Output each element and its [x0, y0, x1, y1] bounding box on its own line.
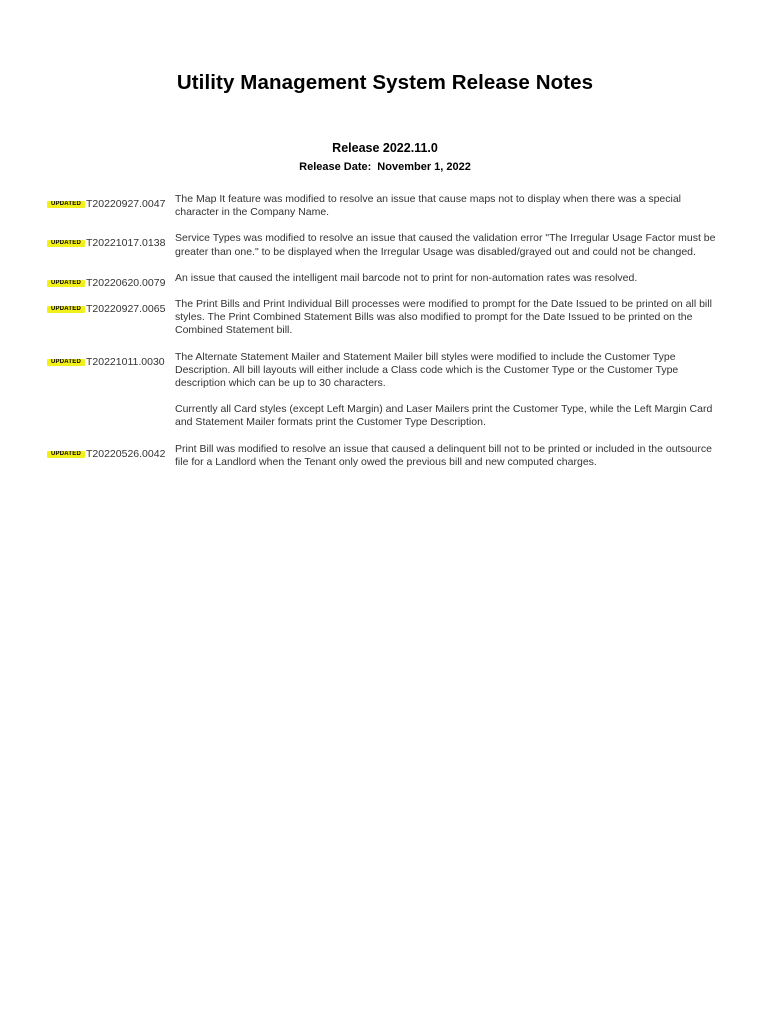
release-entry [0, 193, 770, 219]
entry-paragraph: Currently all Card styles (except Left Margin) and Laser Mailers print the Customer Type, while the Left Margin Card and Statement Mailer formats print the Customer Type Description. [175, 403, 713, 429]
entry-paragraph: The Print Bills and Print Individual Bill processes were modified to prompt for the Date Issued to be printed on all bill styles. The Print Combined Statement Bills was also modified to prompt for the Date Issued to be printed on the Combined Statement bill. [175, 298, 712, 337]
entry-description [175, 272, 725, 285]
ticket-number: T20221017.0138 [86, 237, 166, 250]
entry-description [175, 351, 725, 430]
ticket-number: T20220927.0065 [86, 303, 166, 316]
entry-paragraph: The Alternate Statement Mailer and Statement Mailer bill styles were modified to include the Customer Type Description. All bill layouts will either include a Class code which is the Customer Type or the Customer Type description which can be up to 30 characters. [175, 350, 679, 390]
ticket-number: T20220526.0042 [86, 447, 166, 460]
release-entries-list [0, 193, 770, 482]
document-title: Utility Management System Release Notes [176, 71, 594, 94]
release-date-value: November 1, 2022 [377, 161, 471, 173]
release-date-label: Release Date: [299, 161, 372, 173]
ticket-number: T20220927.0047 [86, 198, 166, 210]
entry-description [175, 443, 725, 469]
updated-badge-icon: UPDATED [47, 201, 85, 208]
release-number: Release 2022.11.0 [332, 141, 438, 155]
release-entry [0, 232, 770, 258]
release-entry [0, 443, 770, 469]
updated-badge-icon: UPDATED [47, 359, 85, 366]
entry-description [175, 298, 725, 338]
ticket-number: T20220620.0079 [86, 276, 166, 289]
release-entry [0, 351, 770, 430]
updated-badge-icon: UPDATED [47, 451, 85, 458]
release-date-line [0, 161, 770, 173]
updated-badge-icon: UPDATED [47, 280, 85, 287]
entry-description [175, 193, 725, 219]
entry-paragraph: An issue that caused the intelligent mail barcode not to print for non-automation rates was resolved. [175, 271, 638, 284]
entry-paragraph: The Map It feature was modified to resolve an issue that cause maps not to display when there was a special character in the Company Name. [175, 193, 682, 219]
updated-badge-icon: UPDATED [47, 240, 85, 247]
release-entry [0, 271, 770, 289]
release-entry [0, 298, 770, 338]
entry-description [175, 232, 725, 258]
entry-paragraph: Service Types was modified to resolve an issue that caused the validation error "The Irregular Usage Factor must be greater than one." to be displayed when the Irregular Usage was disabled/grayed out and could not be changed. [175, 232, 716, 258]
ticket-number: T20221011.0030 [86, 355, 165, 368]
updated-badge-icon: UPDATED [47, 306, 85, 313]
entry-paragraph: Print Bill was modified to resolve an issue that caused a delinquent bill not to be printed or included in the outsource file for a Landlord when the Tenant only owed the previous bill and new computed charges. [175, 442, 712, 468]
